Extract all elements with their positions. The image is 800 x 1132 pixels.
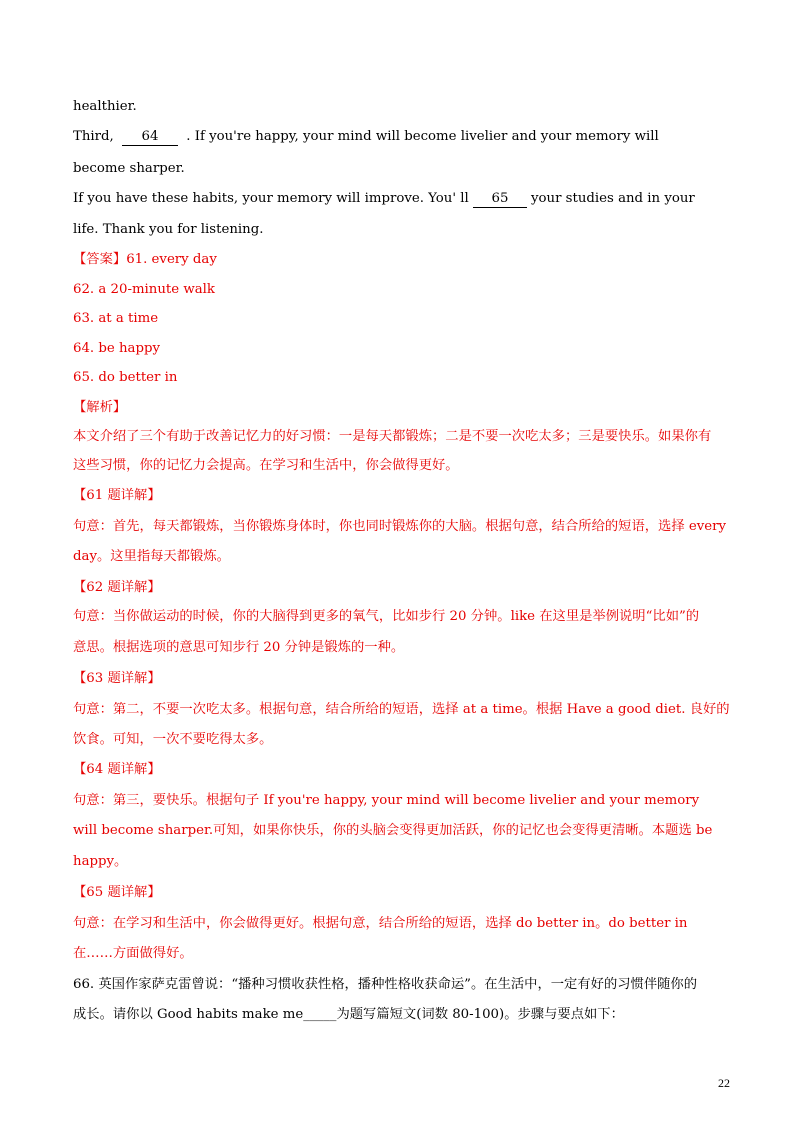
q64-line-3: happy。 (73, 854, 128, 869)
q61-line-2: day。这里指每天都锻炼。 (73, 549, 230, 564)
passage-line-2-post: . If you're happy, your mind will become livelier and your memory will (182, 129, 659, 144)
analysis-line-1: 本文介绍了三个有助于改善记忆力的好习惯：一是每天都锻炼；二是不要一次吃太多；三是要快乐。如果你有 (73, 429, 712, 444)
passage-line-1: healthier. (73, 99, 137, 114)
blank-64: 64 (122, 129, 178, 146)
q66-line-1: 66. 英国作家萨克雷曾说：“播种习惯收获性格，播种性格收获命运”。在生活中，一定有好的习惯伴随你的 (73, 977, 698, 992)
q62-line-1: 句意：当你做运动的时候，你的大脑得到更多的氧气，比如步行 20 分钟。like 在这里是举例说明“比如”的 (73, 609, 700, 624)
passage-line-3: become sharper. (73, 161, 185, 176)
q63-line-2: 饮食。可知，一次不要吃得太多。 (73, 732, 273, 747)
q62-title: 【62 题详解】 (73, 580, 161, 595)
q65-title: 【65 题详解】 (73, 885, 161, 900)
q65-line-2: 在……方面做得好。 (73, 946, 193, 961)
passage-line-4-post: your studies and in your (530, 191, 695, 206)
passage-line-2 (73, 127, 733, 147)
page-number: 22 (718, 1076, 730, 1090)
q63-title: 【63 题详解】 (73, 671, 161, 686)
q61-line-1: 句意：首先，每天都锻炼，当你锻炼身体时，你也同时锻炼你的大脑。根据句意，结合所给的短语，选择 every (73, 519, 726, 534)
answer-64: 64. be happy (73, 341, 161, 356)
blank-65: 65 (473, 191, 527, 208)
answer-62: 62. a 20-minute walk (73, 282, 215, 297)
analysis-label: 【解析】 (73, 400, 127, 415)
passage-line-4 (73, 189, 733, 209)
q65-line-1: 句意：在学习和生活中，你会做得更好。根据句意，结合所给的短语，选择 do better in。do better in (73, 916, 688, 931)
answer-61: 61. every day (126, 252, 217, 267)
q63-line-1: 句意：第二，不要一次吃太多。根据句意，结合所给的短语，选择 at a time。根据 Have a good diet. 良好的 (73, 702, 730, 717)
passage-line-4-pre: If you have these habits, your memory will improve. You' ll (73, 191, 473, 206)
q61-title: 【61 题详解】 (73, 488, 161, 503)
passage-line-5: life. Thank you for listening. (73, 222, 264, 237)
answer-label: 【答案】 (73, 252, 127, 267)
q64-line-2: will become sharper.可知，如果你快乐，你的头脑会变得更加活跃，你的记忆也会变得更清晰。本题选 be (73, 823, 713, 838)
answer-63: 63. at a time (73, 311, 159, 326)
passage-line-2-pre: Third, (73, 129, 119, 144)
analysis-line-2: 这些习惯，你的记忆力会提高。在学习和生活中，你会做得更好。 (73, 458, 459, 473)
q64-title: 【64 题详解】 (73, 762, 161, 777)
answer-line-61 (73, 250, 733, 270)
q64-line-1: 句意：第三，要快乐。根据句子 If you're happy, your mind will become livelier and your memory (73, 793, 700, 808)
q62-line-2: 意思。根据选项的意思可知步行 20 分钟是锻炼的一种。 (73, 640, 405, 655)
answer-65: 65. do better in (73, 370, 178, 385)
q66-line-2: 成长。请你以 Good habits make me_____为题写篇短文(词数 80-100)。步骤与要点如下： (73, 1007, 624, 1022)
